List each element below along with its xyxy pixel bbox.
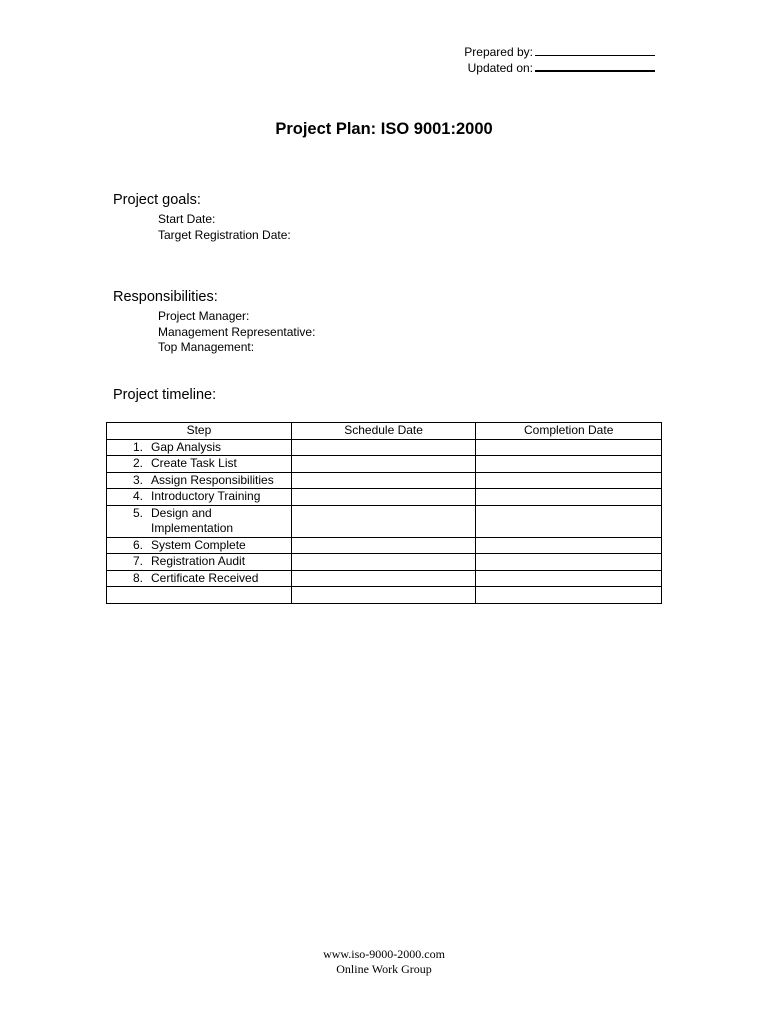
table-row: [107, 537, 662, 554]
goal-item-start-date: Start Date:: [158, 212, 216, 226]
completion-date-cell[interactable]: [476, 489, 662, 506]
table-row: [107, 505, 662, 537]
step-cell: [107, 505, 292, 537]
table-row: [107, 570, 662, 587]
step-cell: [107, 456, 292, 473]
prepared-by-label: Prepared by:: [464, 45, 533, 59]
table-row: [107, 439, 662, 456]
step-label: Design and Implementation: [151, 505, 234, 535]
page-title: Project Plan: ISO 9001:2000: [275, 120, 493, 138]
schedule-date-cell[interactable]: [291, 456, 476, 473]
table-row: [107, 456, 662, 473]
timeline-table: [106, 422, 662, 604]
prepared-block: [464, 45, 655, 76]
column-header-step: Step: [107, 423, 292, 440]
updated-on-field[interactable]: [535, 60, 655, 72]
schedule-date-cell[interactable]: [291, 537, 476, 554]
step-number: 2.: [132, 456, 143, 470]
table-row-empty: [107, 587, 662, 604]
step-number: 8.: [132, 570, 143, 585]
step-cell: [107, 537, 292, 554]
step-number: 4.: [132, 489, 143, 503]
step-cell: [107, 554, 292, 571]
completion-date-cell[interactable]: [476, 439, 662, 456]
goals-list: [158, 212, 291, 243]
table-row: [107, 472, 662, 489]
prepared-by-field[interactable]: [535, 45, 655, 56]
schedule-date-cell[interactable]: [291, 570, 476, 587]
footer: [0, 947, 768, 977]
responsibilities-heading: Responsibilities:: [113, 289, 218, 305]
completion-date-cell[interactable]: [476, 570, 662, 587]
responsibility-item-top-management: Top Management:: [158, 340, 255, 354]
step-label: Registration Audit: [151, 554, 246, 568]
prepared-by-row: [464, 45, 655, 60]
step-number: 5.: [132, 505, 143, 520]
table-row: [107, 489, 662, 506]
schedule-date-cell[interactable]: [291, 489, 476, 506]
step-label: Gap Analysis: [151, 439, 222, 454]
step-label: Assign Responsibilities: [151, 472, 274, 487]
step-cell[interactable]: [107, 587, 292, 604]
updated-on-label: Updated on:: [467, 61, 533, 75]
completion-date-cell[interactable]: [476, 505, 662, 537]
completion-date-cell[interactable]: [476, 472, 662, 489]
step-cell: [107, 570, 292, 587]
schedule-date-cell[interactable]: [291, 587, 476, 604]
schedule-date-cell[interactable]: [291, 439, 476, 456]
step-label: Create Task List: [151, 456, 237, 470]
schedule-date-cell[interactable]: [291, 472, 476, 489]
step-cell: [107, 472, 292, 489]
step-cell: [107, 439, 292, 456]
step-number: 3.: [132, 472, 143, 487]
step-cell: [107, 489, 292, 506]
schedule-date-cell[interactable]: [291, 554, 476, 571]
step-label: System Complete: [151, 537, 246, 552]
step-number: 6.: [132, 537, 143, 552]
step-number: 1.: [132, 439, 143, 454]
footer-org: Online Work Group: [336, 962, 432, 976]
step-number: 7.: [132, 554, 143, 568]
table-header-row: [107, 423, 662, 440]
table-row: [107, 554, 662, 571]
responsibility-item-management-representative: Management Representative:: [158, 324, 316, 339]
completion-date-cell[interactable]: [476, 554, 662, 571]
timeline-heading: Project timeline:: [113, 387, 217, 403]
schedule-date-cell[interactable]: [291, 505, 476, 537]
footer-url: www.iso-9000-2000.com: [323, 947, 445, 961]
step-label: Introductory Training: [151, 489, 261, 503]
responsibility-item-project-manager: Project Manager:: [158, 309, 250, 323]
column-header-completion-date: Completion Date: [476, 423, 662, 440]
goals-heading: Project goals:: [113, 192, 201, 208]
step-label: Certificate Received: [151, 570, 259, 585]
goal-item-target-registration-date: Target Registration Date:: [158, 227, 291, 242]
column-header-schedule-date: Schedule Date: [291, 423, 476, 440]
completion-date-cell[interactable]: [476, 456, 662, 473]
completion-date-cell[interactable]: [476, 537, 662, 554]
updated-on-row: [464, 60, 655, 76]
responsibilities-list: [158, 309, 315, 356]
completion-date-cell[interactable]: [476, 587, 662, 604]
